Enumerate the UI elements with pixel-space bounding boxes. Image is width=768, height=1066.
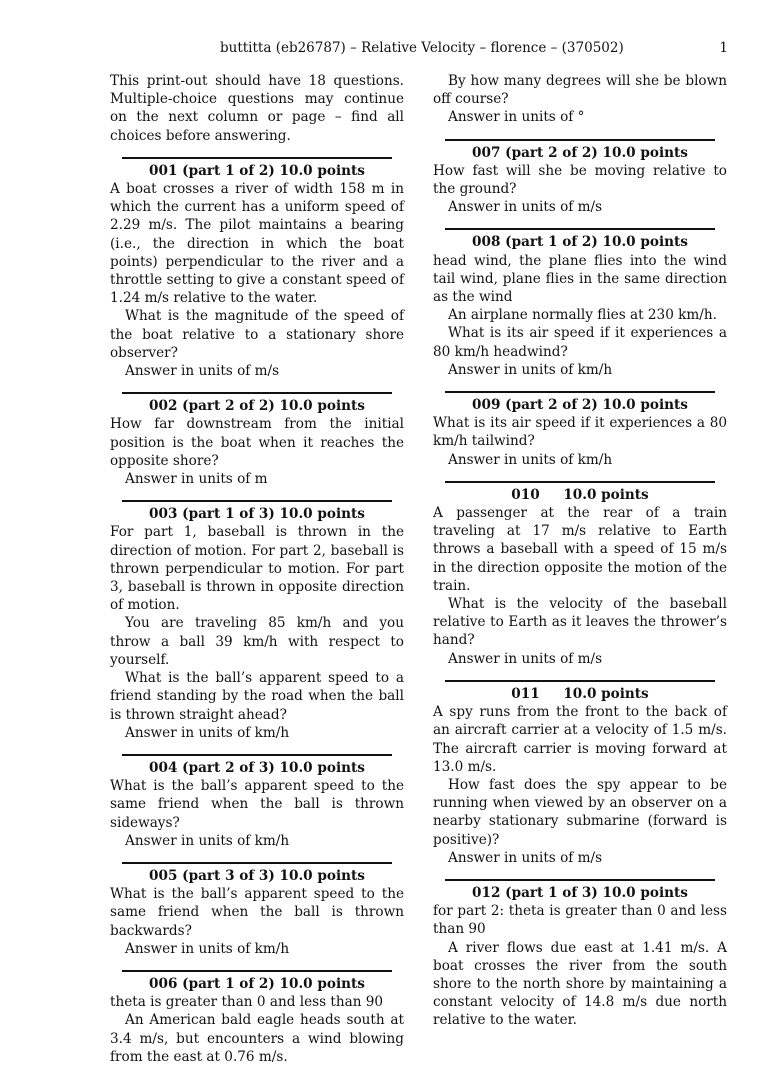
question-010-text: A passenger at the rear of a train traveling at 17 m/s relative to Earth throws a baseball with a speed of 15 m/s in the direction opposite the motion of the train.: [433, 505, 727, 594]
question-002-text: How far downstream from the initial position is the boat when it reaches the opposite shore?: [110, 416, 404, 469]
question-008-text: head wind, the plane flies into the wind tail wind, plane flies in the same direction as the wind: [433, 252, 727, 306]
page-number: 1: [719, 40, 728, 56]
question-008-heading: 008 (part 1 of 2) 10.0 points: [472, 234, 688, 251]
intro-text: This print-out should have 18 questions. Multiple-choice questions may continue on the next column or page – find all choices before answering.: [110, 73, 404, 144]
question-012-setup: A river flows due east at 1.41 m/s. A boat crosses the river from the south shore to the north shore by maintaining a constant velocity of 14.8 m/s due north relative to the water.: [433, 939, 727, 1029]
question-003-setup: You are traveling 85 km/h and you throw a ball 39 km/h with respect to yourself.: [110, 615, 404, 668]
divider: [445, 391, 715, 393]
divider: [445, 680, 715, 682]
question-003-heading: 003 (part 1 of 3) 10.0 points: [149, 506, 365, 523]
question-008-prompt: What is its air speed if it experiences a 80 km/h headwind?: [433, 325, 727, 360]
question-006-answer-units: Answer in units of °: [448, 109, 585, 126]
question-004-heading: 004 (part 2 of 3) 10.0 points: [149, 759, 365, 776]
question-009-answer-units: Answer in units of km/h: [448, 451, 613, 468]
question-012-heading: 012 (part 1 of 3) 10.0 points: [472, 884, 688, 901]
right-column: [433, 72, 727, 1030]
question-001-text: A boat crosses a river of width 158 m in which the current has a uniform speed of 2.29 m/s. The pilot maintains a bearing (i.e., the direction in which the boat points) perpendicular to the river and a throttle setting to give a constant speed of 1.24 m/s relative to the water.: [110, 181, 404, 307]
divider: [445, 481, 715, 483]
question-006-prompt: By how many degrees will she be blown off course?: [433, 73, 727, 108]
divider: [122, 392, 392, 394]
divider: [445, 228, 715, 230]
divider: [122, 970, 392, 972]
left-column: [110, 72, 404, 1066]
question-009-heading: 009 (part 2 of 2) 10.0 points: [472, 397, 688, 414]
divider: [122, 754, 392, 756]
question-011-heading: 011 10.0 points: [511, 685, 649, 702]
page-header: [110, 40, 728, 62]
question-003-prompt: What is the ball’s apparent speed to a friend standing by the road when the ball is thrown straight ahead?: [110, 670, 404, 723]
divider: [445, 139, 715, 141]
divider: [122, 862, 392, 864]
question-005-text: What is the ball’s apparent speed to the same friend when the ball is thrown backwards?: [110, 886, 404, 939]
question-011-answer-units: Answer in units of m/s: [448, 849, 603, 866]
question-010-prompt: What is the velocity of the baseball relative to Earth as it leaves the thrower’s hand?: [433, 596, 727, 649]
question-005-heading: 005 (part 3 of 3) 10.0 points: [149, 867, 365, 884]
question-006-text: theta is greater than 0 and less than 90: [110, 994, 384, 1011]
divider: [122, 157, 392, 159]
question-005-answer-units: Answer in units of km/h: [125, 940, 290, 957]
question-012-text: for part 2: theta is greater than 0 and less than 90: [433, 903, 727, 938]
question-002-answer-units: Answer in units of m: [125, 471, 268, 488]
question-007-answer-units: Answer in units of m/s: [448, 199, 603, 216]
question-001-heading: 001 (part 1 of 2) 10.0 points: [149, 162, 365, 179]
question-006-heading: 006 (part 1 of 2) 10.0 points: [149, 975, 365, 992]
question-003-text: For part 1, baseball is thrown in the direction of motion. For part 2, baseball is thrown perpendicular to motion. For part 3, baseball is thrown in opposite direction of motion.: [110, 524, 404, 614]
question-011-prompt: How fast does the spy appear to be running when viewed by an observer on a nearby stationary submarine (forward is positive)?: [433, 776, 727, 848]
question-011-text: A spy runs from the front to the back of an aircraft carrier at a velocity of 1.5 m/s. The aircraft carrier is moving forward at 13.0 m/s.: [433, 704, 727, 775]
question-006-setup: An American bald eagle heads south at 3.4 m/s, but encounters a wind blowing from the east at 0.76 m/s.: [110, 1012, 404, 1065]
question-003-answer-units: Answer in units of km/h: [125, 724, 290, 741]
divider: [122, 500, 392, 502]
question-007-text: How fast will she be moving relative to the ground?: [433, 162, 727, 198]
divider: [445, 879, 715, 881]
question-010-answer-units: Answer in units of m/s: [448, 650, 603, 667]
question-008-setup: An airplane normally flies at 230 km/h.: [448, 307, 717, 324]
header-title: buttitta (eb26787) – Relative Velocity – florence – (370502): [220, 40, 624, 56]
question-001-answer-units: Answer in units of m/s: [125, 363, 280, 380]
question-010-heading: 010 10.0 points: [511, 486, 649, 503]
question-002-heading: 002 (part 2 of 2) 10.0 points: [149, 398, 365, 415]
question-009-text: What is its air speed if it experiences a 80 km/h tailwind?: [433, 415, 727, 450]
question-007-heading: 007 (part 2 of 2) 10.0 points: [472, 144, 688, 161]
question-004-text: What is the ball’s apparent speed to the same friend when the ball is thrown sideways?: [110, 778, 404, 831]
question-001-prompt: What is the magnitude of the speed of the boat relative to a stationary shore observer?: [110, 308, 404, 361]
question-008-answer-units: Answer in units of km/h: [448, 361, 613, 378]
question-004-answer-units: Answer in units of km/h: [125, 832, 290, 849]
